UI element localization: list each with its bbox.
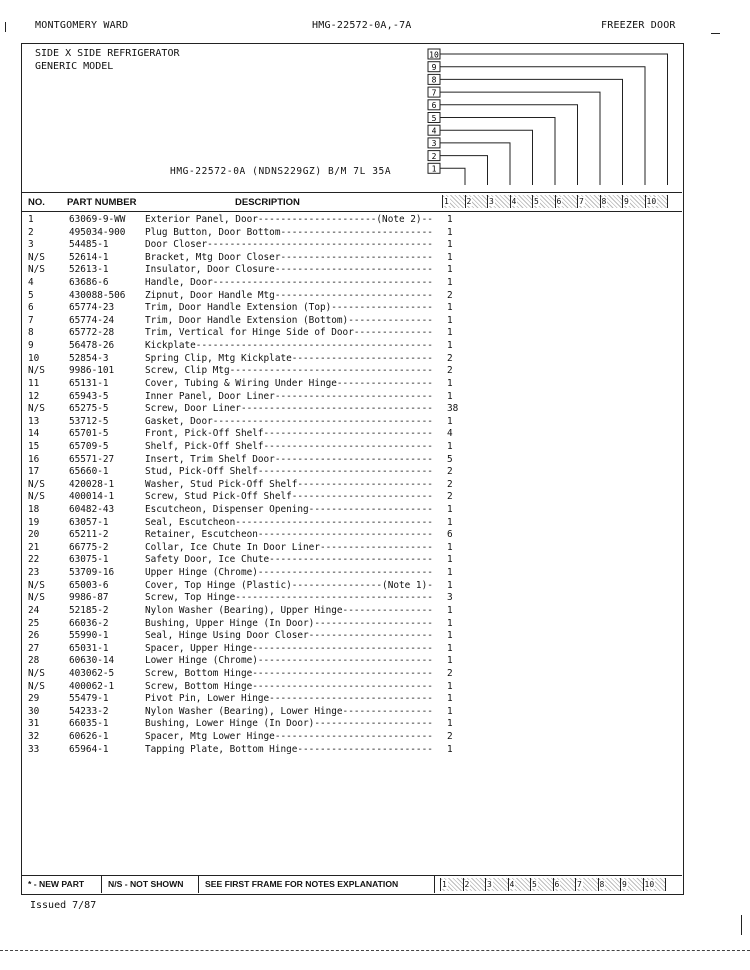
- part-description: Upper Hinge (Chrome)-------------------------------: [145, 567, 433, 579]
- frame-box: 6: [554, 878, 577, 891]
- part-qty: 2: [447, 491, 453, 503]
- header-left: MONTGOMERY WARD: [35, 20, 129, 31]
- frame-index-label: 4: [431, 126, 437, 136]
- frame-box: 10: [644, 878, 667, 891]
- part-no: 14: [28, 428, 40, 440]
- part-number: 65003-6: [69, 579, 109, 591]
- table-row: [22, 554, 482, 567]
- part-number: 495034-900: [69, 226, 126, 238]
- part-number: 63069-9-WW: [69, 214, 126, 225]
- part-description: Handle, Door---------------------------------------: [145, 277, 433, 289]
- part-qty: 1: [447, 302, 453, 314]
- part-number: 65709-5: [69, 440, 109, 452]
- part-no: N/S: [28, 365, 45, 377]
- part-qty: 1: [447, 604, 453, 616]
- table-row: [22, 643, 482, 656]
- table-row: [22, 403, 482, 416]
- part-description: Screw, Top Hinge-----------------------------------: [145, 592, 433, 604]
- bill-of-material-line: HMG-22572-0A (NDNS229GZ) B/M 7L 35A: [170, 166, 392, 177]
- part-no: N/S: [28, 491, 45, 503]
- frame-index-label: 7: [431, 88, 437, 98]
- table-row: [22, 391, 482, 404]
- frame-box: 8: [601, 195, 624, 208]
- part-number: 400014-1: [69, 491, 115, 503]
- table-row: [22, 214, 482, 227]
- part-qty: 1: [447, 264, 453, 276]
- notes-explanation: SEE FIRST FRAME FOR NOTES EXPLANATION: [199, 876, 435, 893]
- part-description: Spacer, Mtg Lower Hinge----------------------------: [145, 730, 433, 742]
- frame-leader-line: [440, 67, 645, 185]
- table-row: [22, 529, 482, 542]
- part-no: 20: [28, 529, 40, 541]
- part-qty: 2: [447, 289, 453, 301]
- frame-index-label: 9: [431, 63, 437, 72]
- part-no: 3: [28, 239, 34, 251]
- part-no: 27: [28, 642, 40, 654]
- part-qty: 1: [447, 314, 453, 326]
- frame-box: 3: [486, 878, 509, 891]
- part-qty: 1: [447, 239, 453, 251]
- part-number: 63057-1: [69, 516, 109, 528]
- part-qty: 1: [447, 277, 453, 289]
- part-description: Lower Hinge (Chrome)-------------------------------: [145, 655, 433, 667]
- header-right: FREEZER DOOR: [601, 20, 676, 31]
- cut-line: [0, 950, 750, 951]
- part-number: 65943-5: [69, 390, 109, 402]
- part-number: 65571-27: [69, 453, 115, 465]
- model-line-2: GENERIC MODEL: [35, 61, 114, 72]
- frame-boxes-footer: [440, 878, 666, 891]
- part-description: Trim, Door Handle Extension (Top)------------------: [145, 302, 433, 314]
- frame-box: 3: [488, 195, 511, 208]
- part-no: N/S: [28, 592, 45, 604]
- part-number: 65275-5: [69, 403, 109, 415]
- table-row: [22, 630, 482, 643]
- part-qty: 1: [447, 705, 453, 717]
- part-number: 65701-5: [69, 428, 109, 440]
- part-description: Screw, Bottom Hinge--------------------------------: [145, 667, 433, 679]
- part-description: Safety Door, Ice Chute-----------------------------: [145, 554, 433, 566]
- part-description: Nylon Washer (Bearing), Lower Hinge----------------: [145, 705, 433, 717]
- table-row: [22, 479, 482, 492]
- part-qty: 1: [447, 440, 453, 452]
- frame-box: 1: [443, 195, 466, 208]
- frame-box: 4: [509, 878, 532, 891]
- frame-box: 9: [623, 195, 646, 208]
- part-description: Insulator, Door Closure----------------------------: [145, 264, 433, 276]
- part-number: 55479-1: [69, 693, 109, 705]
- part-description: Retainer, Escutcheon-------------------------------: [145, 529, 433, 541]
- part-no: 2: [28, 226, 34, 238]
- part-description: Plug Button, Door Bottom---------------------------: [145, 226, 433, 238]
- part-qty: 1: [447, 390, 453, 402]
- part-qty: 3: [447, 592, 453, 604]
- table-row: [22, 353, 482, 366]
- part-qty: 1: [447, 743, 453, 755]
- part-number: 400062-1: [69, 680, 115, 692]
- part-description: Inner Panel, Door Liner----------------------------: [145, 390, 433, 402]
- part-no: 7: [28, 314, 34, 326]
- table-row: [22, 580, 482, 593]
- part-qty: 2: [447, 466, 453, 478]
- part-description: Screw, Bottom Hinge--------------------------------: [145, 680, 433, 692]
- part-number: 53712-5: [69, 415, 109, 427]
- table-row: [22, 378, 482, 391]
- frame-leader-line: [440, 54, 668, 185]
- part-description: Escutcheon, Dispenser Opening----------------------: [145, 504, 433, 516]
- frame-box: 5: [533, 195, 556, 208]
- table-row: [22, 315, 482, 328]
- part-qty: 2: [447, 667, 453, 679]
- parts-list: [22, 214, 482, 756]
- part-number: 65772-28: [69, 327, 115, 339]
- col-part-number: PART NUMBER: [67, 197, 137, 208]
- table-row: [22, 731, 482, 744]
- part-qty: 1: [447, 554, 453, 566]
- part-no: 29: [28, 693, 40, 705]
- table-row: [22, 239, 482, 252]
- part-qty: 2: [447, 365, 453, 377]
- part-description: Screw, Door Liner----------------------------------: [145, 403, 433, 415]
- table-row: [22, 517, 482, 530]
- model-line-1: SIDE X SIDE REFRIGERATOR: [35, 48, 180, 59]
- part-number: 53709-16: [69, 567, 115, 579]
- part-description: Seal, Hinge Using Door Closer----------------------: [145, 630, 433, 642]
- part-number: 56478-26: [69, 340, 115, 352]
- part-no: 1: [28, 214, 34, 225]
- frame-box: 5: [531, 878, 554, 891]
- part-description: Stud, Pick-Off Shelf-------------------------------: [145, 466, 433, 478]
- col-no: NO.: [28, 197, 45, 208]
- part-description: Tapping Plate, Bottom Hinge------------------------: [145, 743, 433, 755]
- part-number: 65211-2: [69, 529, 109, 541]
- part-number: 66036-2: [69, 617, 109, 629]
- part-no: 28: [28, 655, 40, 667]
- part-no: 15: [28, 440, 40, 452]
- part-qty: 1: [447, 680, 453, 692]
- table-row: [22, 340, 482, 353]
- part-no: 24: [28, 604, 40, 616]
- frame-box: 2: [464, 878, 487, 891]
- part-no: 25: [28, 617, 40, 629]
- part-qty: 1: [447, 630, 453, 642]
- table-row: [22, 466, 482, 479]
- part-qty: 1: [447, 415, 453, 427]
- part-number: 65660-1: [69, 466, 109, 478]
- part-number: 430088-506: [69, 289, 126, 301]
- part-qty: 1: [447, 655, 453, 667]
- table-row: [22, 744, 482, 757]
- frame-leader-line: [440, 79, 623, 185]
- part-no: 16: [28, 453, 40, 465]
- frame-index-label: 10: [429, 50, 439, 60]
- table-row: [22, 290, 482, 303]
- part-no: 4: [28, 277, 34, 289]
- part-qty: 1: [447, 617, 453, 629]
- frame-box: 7: [576, 878, 599, 891]
- part-number: 54233-2: [69, 705, 109, 717]
- part-qty: 1: [447, 340, 453, 352]
- part-number: 65031-1: [69, 642, 109, 654]
- part-qty: 1: [447, 718, 453, 730]
- table-row: [22, 693, 482, 706]
- part-description: Front, Pick-Off Shelf------------------------------: [145, 428, 433, 440]
- part-number: 52614-1: [69, 251, 109, 263]
- part-number: 65774-24: [69, 314, 115, 326]
- part-no: 30: [28, 705, 40, 717]
- part-description: Cover, Tubing & Wiring Under Hinge-----------------: [145, 377, 433, 389]
- part-description: Insert, Trim Shelf Door----------------------------: [145, 453, 433, 465]
- part-qty: 6: [447, 529, 453, 541]
- part-qty: 4: [447, 428, 453, 440]
- part-no: 26: [28, 630, 40, 642]
- part-number: 60482-43: [69, 504, 115, 516]
- part-no: N/S: [28, 667, 45, 679]
- part-no: N/S: [28, 251, 45, 263]
- frame-box: 9: [621, 878, 644, 891]
- frame-leader-line: [440, 168, 465, 185]
- part-number: 65964-1: [69, 743, 109, 755]
- part-qty: 1: [447, 541, 453, 553]
- frame-index-label: 8: [431, 75, 437, 85]
- table-row: [22, 491, 482, 504]
- table-row: [22, 681, 482, 694]
- part-no: 8: [28, 327, 34, 339]
- frame-leader-line: [440, 156, 488, 185]
- legend-not-shown: N/S - NOT SHOWN: [102, 876, 199, 893]
- part-description: Door Closer----------------------------------------: [145, 239, 433, 251]
- part-qty: 1: [447, 327, 453, 339]
- header-center: HMG-22572-0A,-7A: [312, 20, 412, 31]
- part-number: 60630-14: [69, 655, 115, 667]
- frame-index-label: 1: [431, 164, 437, 174]
- margin-mark: [711, 33, 720, 34]
- part-description: Bushing, Upper Hinge (In Door)---------------------: [145, 617, 433, 629]
- part-description: Trim, Vertical for Hinge Side of Door--------------: [145, 327, 433, 339]
- part-description: Screw, Clip Mtg------------------------------------: [145, 365, 433, 377]
- frame-box: 2: [466, 195, 489, 208]
- part-number: 52854-3: [69, 352, 109, 364]
- table-row: [22, 441, 482, 454]
- table-row: [22, 365, 482, 378]
- frame-box: 1: [441, 878, 464, 891]
- part-description: Bushing, Lower Hinge (In Door)---------------------: [145, 718, 433, 730]
- part-description: Exterior Panel, Door---------------------(Note 2)--: [145, 214, 433, 225]
- table-row: [22, 252, 482, 265]
- table-row: [22, 718, 482, 731]
- part-qty: 1: [447, 226, 453, 238]
- frame-index-label: 5: [431, 113, 437, 123]
- frame-boxes-header: [442, 195, 668, 208]
- part-no: 6: [28, 302, 34, 314]
- table-row: [22, 655, 482, 668]
- frame-leader-line: [440, 105, 578, 185]
- table-row: [22, 567, 482, 580]
- part-no: 22: [28, 554, 40, 566]
- margin-mark: [5, 22, 6, 32]
- part-no: 9: [28, 340, 34, 352]
- table-row: [22, 416, 482, 429]
- legend-new-part: * - NEW PART: [22, 876, 102, 893]
- part-description: Screw, Stud Pick-Off Shelf-------------------------: [145, 491, 433, 503]
- part-no: 23: [28, 567, 40, 579]
- part-description: Kickplate------------------------------------------: [145, 340, 433, 352]
- part-description: Washer, Stud Pick-Off Shelf------------------------: [145, 478, 433, 490]
- part-no: 13: [28, 415, 40, 427]
- frame-box: 4: [511, 195, 534, 208]
- table-row: [22, 227, 482, 240]
- part-description: Trim, Door Handle Extension (Bottom)---------------: [145, 314, 433, 326]
- part-description: Nylon Washer (Bearing), Upper Hinge----------------: [145, 604, 433, 616]
- part-no: 31: [28, 718, 40, 730]
- parts-frame: [21, 43, 684, 895]
- part-description: Zipnut, Door Handle Mtg----------------------------: [145, 289, 433, 301]
- part-number: 9986-101: [69, 365, 115, 377]
- part-number: 63075-1: [69, 554, 109, 566]
- part-qty: 1: [447, 251, 453, 263]
- frame-index-label: 3: [431, 139, 437, 149]
- part-qty: 1: [447, 567, 453, 579]
- part-description: Shelf, Pick-Off Shelf------------------------------: [145, 440, 433, 452]
- table-row: [22, 428, 482, 441]
- part-number: 65131-1: [69, 377, 109, 389]
- col-description: DESCRIPTION: [235, 197, 300, 208]
- part-no: 12: [28, 390, 40, 402]
- frame-box: 8: [599, 878, 622, 891]
- part-qty: 1: [447, 516, 453, 528]
- part-no: 5: [28, 289, 34, 301]
- part-description: Spring Clip, Mtg Kickplate-------------------------: [145, 352, 433, 364]
- part-no: N/S: [28, 680, 45, 692]
- frame-leader-line: [440, 143, 510, 185]
- part-qty: 1: [447, 377, 453, 389]
- part-number: 9986-87: [69, 592, 109, 604]
- table-row: [22, 706, 482, 719]
- part-number: 66035-1: [69, 718, 109, 730]
- footer-bar: [22, 875, 682, 893]
- part-qty: 1: [447, 579, 453, 591]
- part-description: Spacer, Upper Hinge--------------------------------: [145, 642, 433, 654]
- part-qty: 1: [447, 214, 453, 225]
- part-no: 19: [28, 516, 40, 528]
- table-row: [22, 542, 482, 555]
- part-no: N/S: [28, 478, 45, 490]
- part-description: Seal, Escutcheon-----------------------------------: [145, 516, 433, 528]
- table-row: [22, 668, 482, 681]
- frame-index-label: 6: [431, 101, 437, 111]
- frame-box: 7: [578, 195, 601, 208]
- part-qty: 2: [447, 478, 453, 490]
- part-no: 17: [28, 466, 40, 478]
- frame-leader-line: [440, 92, 600, 185]
- part-qty: 1: [447, 642, 453, 654]
- part-qty: 2: [447, 730, 453, 742]
- part-number: 52185-2: [69, 604, 109, 616]
- frame-index-label: 2: [431, 151, 437, 161]
- part-no: 10: [28, 352, 40, 364]
- part-no: 11: [28, 377, 40, 389]
- part-no: N/S: [28, 403, 45, 415]
- part-number: 60626-1: [69, 730, 109, 742]
- part-number: 54485-1: [69, 239, 109, 251]
- part-number: 66775-2: [69, 541, 109, 553]
- part-no: N/S: [28, 579, 45, 591]
- part-no: N/S: [28, 264, 45, 276]
- part-number: 52613-1: [69, 264, 109, 276]
- table-row: [22, 504, 482, 517]
- part-description: Gasket, Door---------------------------------------: [145, 415, 433, 427]
- table-row: [22, 454, 482, 467]
- part-description: Cover, Top Hinge (Plastic)----------------(Note 1)-: [145, 579, 433, 591]
- table-row: [22, 327, 482, 340]
- part-number: 420028-1: [69, 478, 115, 490]
- table-row: [22, 592, 482, 605]
- part-qty: 38: [447, 403, 459, 415]
- margin-mark: [741, 915, 742, 935]
- part-description: Bracket, Mtg Door Closer---------------------------: [145, 251, 433, 263]
- issued-date: Issued 7/87: [30, 900, 97, 911]
- table-row: [22, 277, 482, 290]
- part-description: Pivot Pin, Lower Hinge-----------------------------: [145, 693, 433, 705]
- table-row: [22, 618, 482, 631]
- part-number: 403062-5: [69, 667, 115, 679]
- part-number: 65774-23: [69, 302, 115, 314]
- column-header: [22, 192, 682, 212]
- part-description: Collar, Ice Chute In Door Liner--------------------: [145, 541, 433, 553]
- part-no: 33: [28, 743, 40, 755]
- part-qty: 1: [447, 504, 453, 516]
- part-number: 63686-6: [69, 277, 109, 289]
- part-qty: 1: [447, 693, 453, 705]
- table-row: [22, 605, 482, 618]
- frame-leader-line: [440, 130, 533, 185]
- part-no: 21: [28, 541, 40, 553]
- table-row: [22, 302, 482, 315]
- part-number: 55990-1: [69, 630, 109, 642]
- part-qty: 5: [447, 453, 453, 465]
- frame-box: 10: [646, 195, 669, 208]
- part-no: 32: [28, 730, 40, 742]
- part-no: 18: [28, 504, 40, 516]
- frame-box: 6: [556, 195, 579, 208]
- frame-leader-line: [440, 118, 555, 186]
- table-row: [22, 264, 482, 277]
- part-qty: 2: [447, 352, 453, 364]
